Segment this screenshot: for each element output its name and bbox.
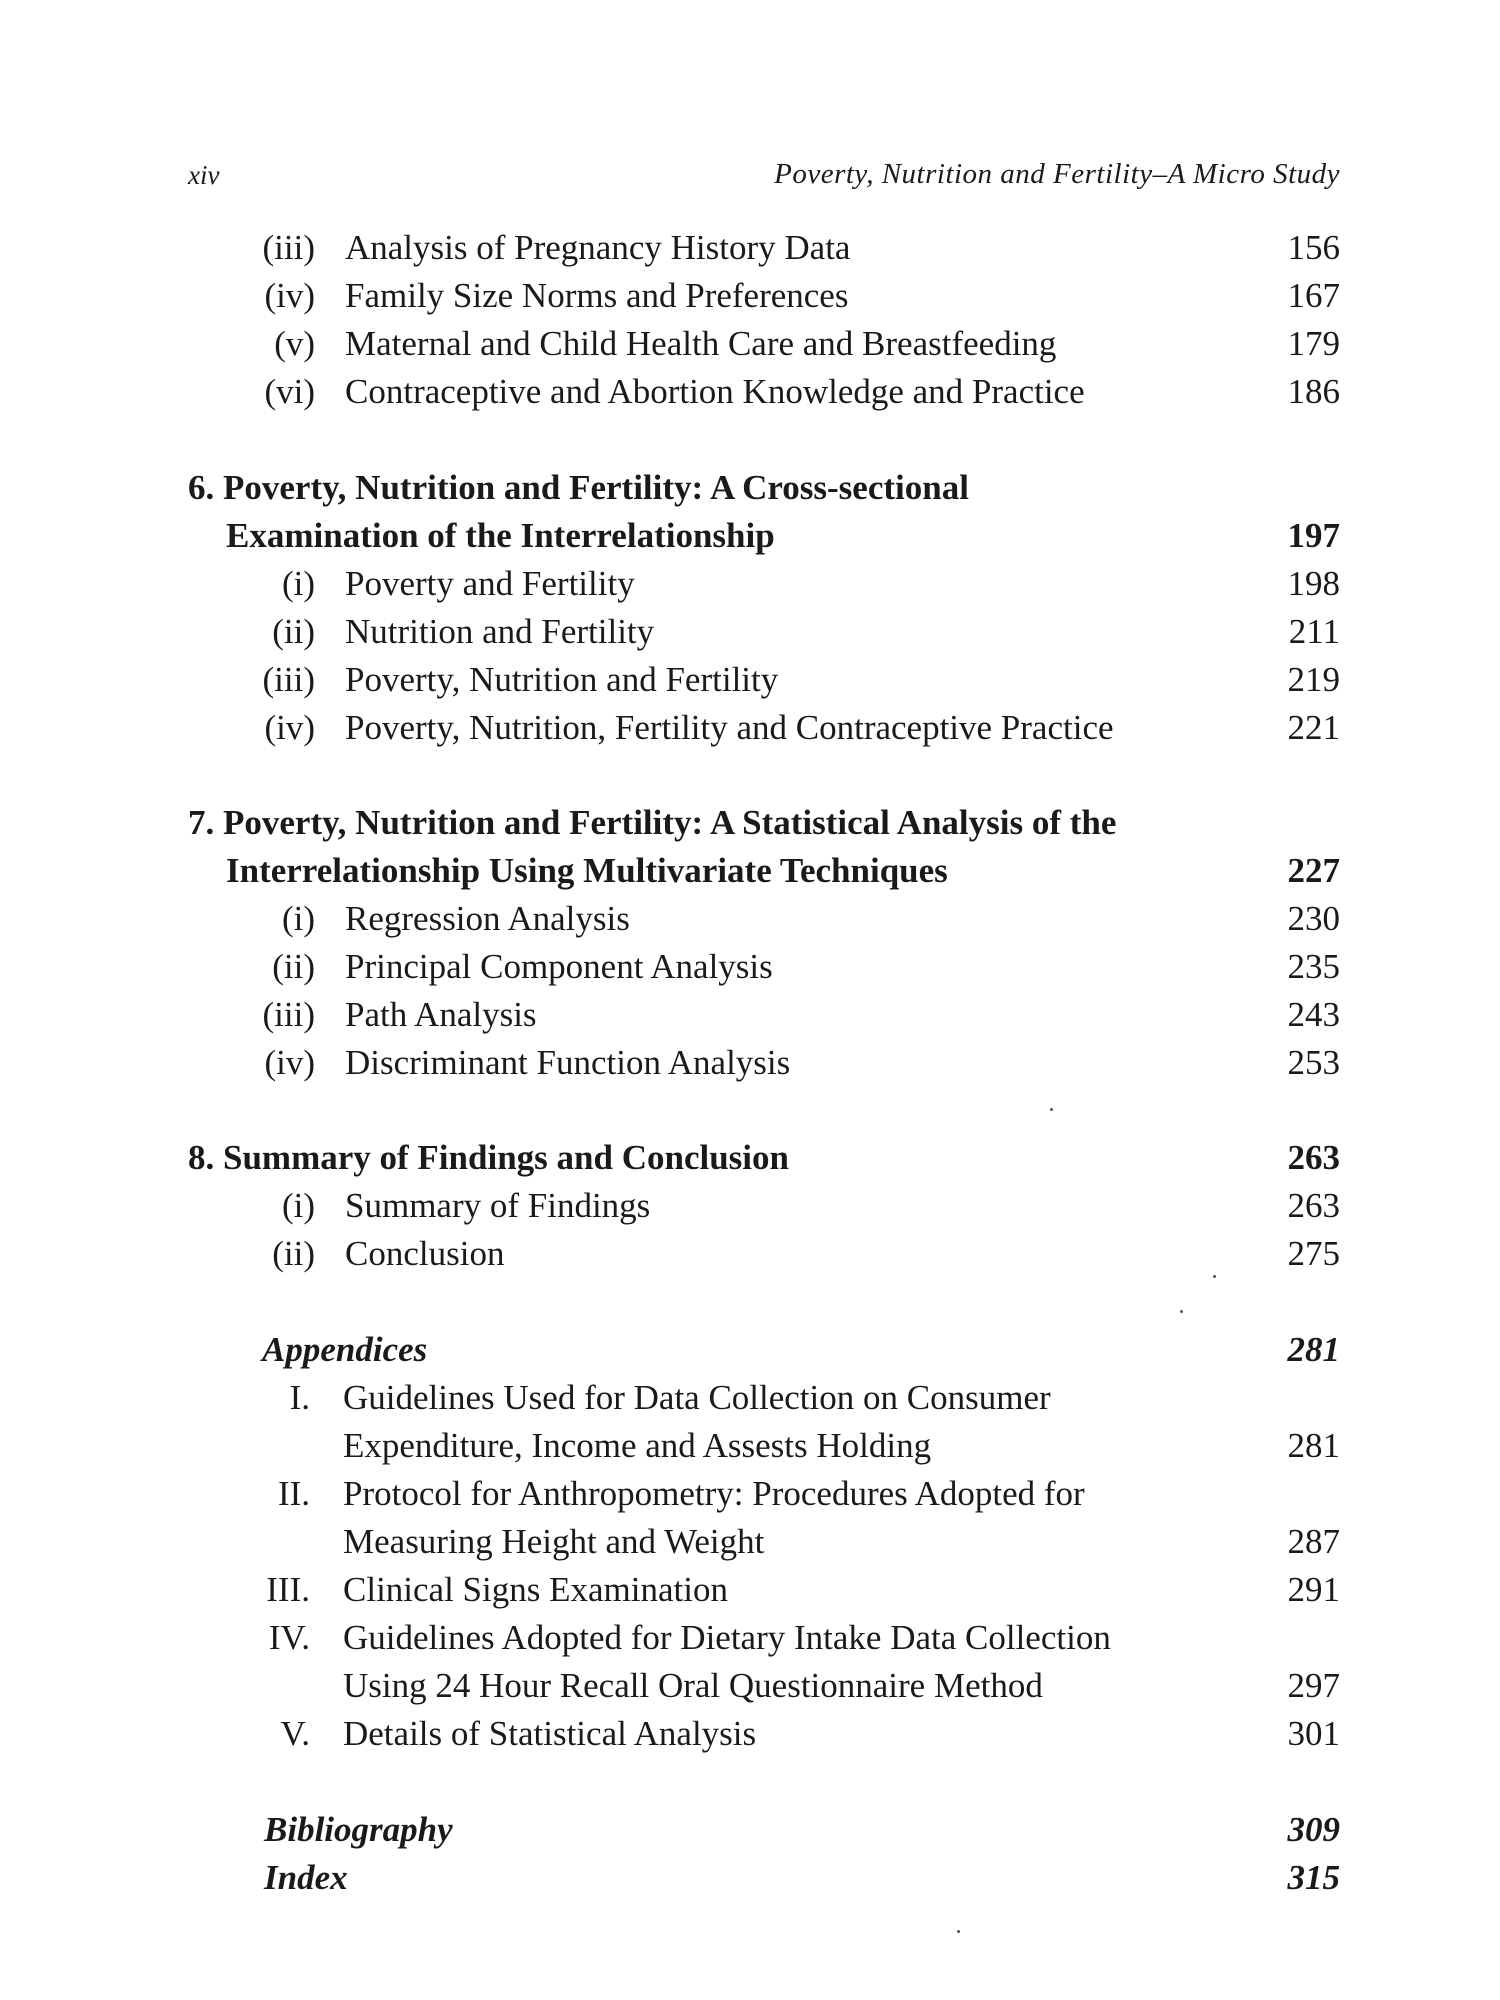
- section-number: (i): [281, 1186, 315, 1225]
- page-ref: 309: [1287, 1810, 1340, 1849]
- appendix-number: II.: [277, 1474, 310, 1513]
- page-ref: 253: [1287, 1043, 1340, 1082]
- toc-entry[interactable]: [0, 564, 1500, 612]
- appendix-title-line1: Guidelines Adopted for Dietary Intake Data Collection: [343, 1618, 1111, 1657]
- appendix-entry[interactable]: [0, 1570, 1500, 1618]
- section-title: Discriminant Function Analysis: [345, 1043, 791, 1082]
- appendix-title-line2: Expenditure, Income and Assests Holding: [343, 1426, 932, 1465]
- index-entry[interactable]: [0, 1858, 1500, 1906]
- page-ref: 235: [1287, 947, 1340, 986]
- appendix-number: I.: [289, 1378, 310, 1417]
- chapter-title-line1: 6. Poverty, Nutrition and Fertility: A Cross-sectional: [188, 468, 969, 507]
- section-number: (ii): [272, 947, 315, 986]
- chapter-page-ref: 227: [1287, 851, 1340, 890]
- chapter-heading[interactable]: [0, 803, 1500, 851]
- appendix-title-line2: Measuring Height and Weight: [343, 1522, 765, 1561]
- page-ref: 230: [1287, 899, 1340, 938]
- scan-speck: [1180, 1310, 1183, 1313]
- section-title: Poverty, Nutrition and Fertility: [345, 660, 779, 699]
- page-ref: 198: [1287, 564, 1340, 603]
- page-ref: 186: [1287, 372, 1340, 411]
- section-title: Contraceptive and Abortion Knowledge and Practice: [345, 372, 1085, 411]
- scan-speck: [1213, 1275, 1216, 1278]
- page-number: xiv: [188, 160, 220, 190]
- chapter-title-line1: 7. Poverty, Nutrition and Fertility: A Statistical Analysis of the: [188, 803, 1117, 842]
- section-title: Poverty and Fertility: [345, 564, 635, 603]
- index-title: Index: [264, 1858, 348, 1897]
- section-title: Poverty, Nutrition, Fertility and Contraceptive Practice: [345, 708, 1114, 747]
- appendix-entry[interactable]: [0, 1474, 1500, 1522]
- appendices-page-ref: 281: [1287, 1330, 1340, 1369]
- section-number: (ii): [272, 1234, 315, 1273]
- section-number: (i): [281, 564, 315, 603]
- section-number: (i): [281, 899, 315, 938]
- page-ref: 263: [1287, 1186, 1340, 1225]
- page-ref: 167: [1287, 276, 1340, 315]
- appendix-entry-cont: [0, 1522, 1500, 1570]
- running-title: Poverty, Nutrition and Fertility–A Micro Study: [774, 158, 1340, 190]
- toc-entry[interactable]: [0, 899, 1500, 947]
- chapter-title-line2: Examination of the Interrelationship: [226, 516, 775, 555]
- page-ref: 287: [1287, 1522, 1340, 1561]
- page-ref: 291: [1287, 1570, 1340, 1609]
- section-number: (iii): [262, 228, 315, 267]
- appendix-number: V.: [280, 1714, 310, 1753]
- toc-entry[interactable]: [0, 612, 1500, 660]
- page-ref: 275: [1287, 1234, 1340, 1273]
- appendix-title-line2: Using 24 Hour Recall Oral Questionnaire Method: [343, 1666, 1043, 1705]
- chapter-page-ref: 263: [1287, 1138, 1340, 1177]
- appendix-number: III.: [266, 1570, 310, 1609]
- appendix-title-line1: Details of Statistical Analysis: [343, 1714, 757, 1753]
- page-ref: 156: [1287, 228, 1340, 267]
- section-title: Conclusion: [345, 1234, 505, 1273]
- section-number: (iii): [262, 660, 315, 699]
- section-number: (v): [274, 324, 315, 363]
- toc-entry[interactable]: [0, 228, 1500, 276]
- chapter-heading-cont[interactable]: [0, 516, 1500, 564]
- section-title: Nutrition and Fertility: [345, 612, 655, 651]
- appendix-entry[interactable]: [0, 1714, 1500, 1762]
- toc-entry[interactable]: [0, 947, 1500, 995]
- toc-entry[interactable]: [0, 1234, 1500, 1282]
- page-ref: 179: [1287, 324, 1340, 363]
- scan-speck: [957, 1930, 960, 1933]
- section-number: (iv): [264, 1043, 315, 1082]
- appendices-heading[interactable]: [0, 1330, 1500, 1378]
- page-ref: 219: [1287, 660, 1340, 699]
- section-title: Regression Analysis: [345, 899, 630, 938]
- section-number: (iv): [264, 708, 315, 747]
- appendix-title-line1: Protocol for Anthropometry: Procedures Adopted for: [343, 1474, 1085, 1513]
- toc-entry[interactable]: [0, 372, 1500, 420]
- section-title: Path Analysis: [345, 995, 537, 1034]
- toc-entry[interactable]: [0, 1043, 1500, 1091]
- section-title: Analysis of Pregnancy History Data: [345, 228, 851, 267]
- toc-entry[interactable]: [0, 276, 1500, 324]
- section-title: Family Size Norms and Preferences: [345, 276, 849, 315]
- appendix-entry-cont: [0, 1426, 1500, 1474]
- section-number: (ii): [272, 612, 315, 651]
- section-title: Summary of Findings: [345, 1186, 651, 1225]
- scan-speck: [1050, 1108, 1053, 1111]
- appendix-title-line1: Clinical Signs Examination: [343, 1570, 728, 1609]
- chapter-heading[interactable]: [0, 1138, 1500, 1186]
- page-ref: 243: [1287, 995, 1340, 1034]
- chapter-title-line1: 8. Summary of Findings and Conclusion: [188, 1138, 789, 1177]
- toc-entry[interactable]: [0, 660, 1500, 708]
- toc-entry[interactable]: [0, 708, 1500, 756]
- page-ref: 281: [1287, 1426, 1340, 1465]
- chapter-page-ref: 197: [1287, 516, 1340, 555]
- bibliography-title: Bibliography: [264, 1810, 453, 1849]
- toc-entry[interactable]: [0, 1186, 1500, 1234]
- toc-entry[interactable]: [0, 324, 1500, 372]
- page-ref: 297: [1287, 1666, 1340, 1705]
- section-number: (iv): [264, 276, 315, 315]
- appendix-title-line1: Guidelines Used for Data Collection on Consumer: [343, 1378, 1051, 1417]
- page-ref: 315: [1287, 1858, 1340, 1897]
- section-title: Maternal and Child Health Care and Breastfeeding: [345, 324, 1057, 363]
- appendices-title: Appendices: [262, 1330, 428, 1369]
- appendix-entry[interactable]: [0, 1378, 1500, 1426]
- page-ref: 221: [1287, 708, 1340, 747]
- section-number: (vi): [264, 372, 315, 411]
- appendix-entry[interactable]: [0, 1618, 1500, 1666]
- section-number: (iii): [262, 995, 315, 1034]
- appendix-entry-cont: [0, 1666, 1500, 1714]
- page-ref: 301: [1287, 1714, 1340, 1753]
- chapter-heading-cont[interactable]: [0, 851, 1500, 899]
- appendix-number: IV.: [268, 1618, 310, 1657]
- page-ref: 211: [1288, 612, 1340, 651]
- bibliography-entry[interactable]: [0, 1810, 1500, 1858]
- section-title: Principal Component Analysis: [345, 947, 773, 986]
- chapter-heading[interactable]: [0, 468, 1500, 516]
- chapter-title-line2: Interrelationship Using Multivariate Techniques: [226, 851, 948, 890]
- toc-entry[interactable]: [0, 995, 1500, 1043]
